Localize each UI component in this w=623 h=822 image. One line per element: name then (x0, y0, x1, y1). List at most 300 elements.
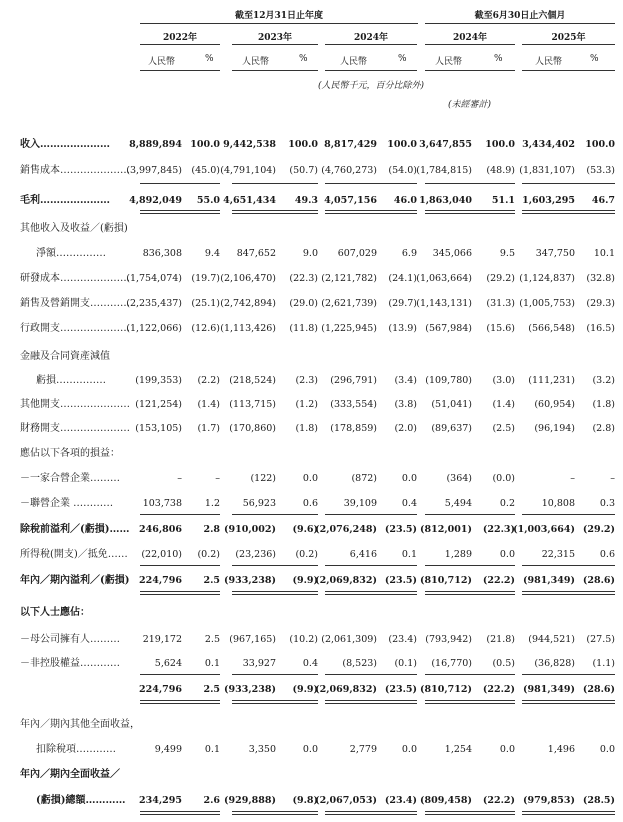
cell-h2024-rmb: (1,784,815) (416, 165, 472, 176)
cell-h2025-pct: (3.2) (592, 375, 615, 386)
cell-2022-pct: (12.6) (191, 323, 220, 334)
cell-2022-pct: (1.7) (197, 423, 220, 434)
cell-h2025-rmb: (1,831,107) (519, 165, 575, 176)
cell-h2024-rmb: (109,780) (425, 375, 472, 386)
cell-h2025-pct: 100.0 (585, 139, 615, 150)
row-label: 扣除稅項………… (36, 744, 116, 755)
cell-h2025-rmb: (96,194) (534, 423, 575, 434)
cell-2024-pct: (23.5) (384, 524, 417, 535)
subtotal-rule (140, 565, 220, 566)
cell-h2025-pct: (28.6) (582, 575, 615, 586)
cell-2022-rmb: 234,295 (139, 795, 182, 806)
sub-rule (325, 70, 417, 71)
half-header-2025: 2025年 (551, 33, 586, 43)
cell-2023-pct: (9.9) (292, 684, 318, 695)
cell-h2024-pct: 0.0 (499, 549, 515, 560)
cell-2024-rmb: (2,121,782) (321, 273, 377, 284)
table-row-revenue (0, 138, 623, 152)
cell-2024-rmb: (2,621,739) (321, 298, 377, 309)
row-label: 其他收入及收益／(虧損) (20, 223, 128, 234)
cell-2022-rmb: (153,105) (135, 423, 182, 434)
subtotal-rule (425, 514, 515, 515)
cell-h2024-pct: (48.9) (486, 165, 515, 176)
cell-h2025-pct: 0.6 (599, 549, 615, 560)
rmb-header: 人民幣 (535, 57, 563, 67)
cell-2023-rmb: (170,860) (229, 423, 276, 434)
cell-2022-pct: – (215, 473, 220, 484)
cell-2023-pct: 0.6 (302, 498, 318, 509)
cell-2023-pct: 0.0 (302, 473, 318, 484)
cell-2022-rmb: 219,172 (142, 634, 182, 645)
row-label: －非控股權益………… (20, 658, 120, 669)
cell-2024-rmb: 2,779 (349, 744, 377, 755)
row-label: 行政開支………………… (20, 323, 130, 334)
cell-h2025-pct: (28.6) (582, 684, 615, 695)
cell-h2024-pct: (3.0) (492, 375, 515, 386)
total-double-rule (325, 210, 417, 214)
subtotal-rule (140, 183, 220, 184)
subtotal-rule (232, 674, 318, 675)
cell-2024-pct: (23.5) (384, 575, 417, 586)
table-row-impairment-loss (0, 374, 623, 388)
year-header-2023: 2023年 (257, 33, 293, 43)
cell-h2024-pct: 0.2 (499, 498, 515, 509)
col-rule-h2024 (425, 44, 515, 45)
subtotal-rule (325, 514, 417, 515)
row-label: 除稅前溢利／(虧損)…… (20, 524, 130, 535)
cell-2022-pct: 2.5 (203, 575, 220, 586)
cell-2023-rmb: 33,927 (242, 658, 276, 669)
row-label: 財務開支………………… (20, 423, 130, 434)
row-label: 金融及合同資產減值 (20, 351, 110, 362)
col-rule-2024 (325, 44, 417, 45)
cell-h2025-rmb: – (570, 473, 575, 484)
cell-2023-pct: (0.2) (295, 549, 318, 560)
cell-2024-rmb: 6,416 (349, 549, 377, 560)
cell-2022-rmb: 103,738 (142, 498, 182, 509)
total-double-rule (325, 700, 417, 704)
table-row-attributable-header (0, 606, 623, 620)
cell-2024-pct: 0.0 (401, 473, 417, 484)
cell-2022-rmb: (22,010) (141, 549, 182, 560)
cell-h2024-rmb: (809,458) (420, 795, 472, 806)
cell-2024-rmb: (8,523) (342, 658, 377, 669)
cell-2024-pct: (54.0) (388, 165, 417, 176)
pct-header: % (398, 54, 407, 64)
cell-2024-rmb: (2,067,053) (315, 795, 377, 806)
subtotal-rule (522, 674, 615, 675)
subtotal-rule (522, 514, 615, 515)
total-double-rule (232, 700, 318, 704)
cell-h2025-pct: 46.7 (591, 195, 615, 206)
total-double-rule (522, 700, 615, 704)
cell-h2024-pct: (21.8) (486, 634, 515, 645)
sub-rule (425, 70, 515, 71)
cell-2022-pct: (1.4) (197, 399, 220, 410)
cell-2022-pct: (0.2) (197, 549, 220, 560)
subtotal-rule (522, 565, 615, 566)
row-label: 淨額…………… (36, 248, 106, 259)
pct-header: % (299, 54, 308, 64)
table-row-admin-expenses (0, 322, 623, 336)
subtotal-rule (425, 183, 515, 184)
cell-h2024-rmb: (567,984) (425, 323, 472, 334)
cell-2024-rmb: 607,029 (337, 248, 377, 259)
cell-2022-rmb: 8,889,894 (129, 139, 182, 150)
cell-2022-pct: 2.8 (203, 524, 220, 535)
period-header-half: 截至6月30日止六個月 (474, 11, 566, 21)
cell-2023-rmb: 4,651,434 (223, 195, 276, 206)
cell-h2024-pct: (31.3) (486, 298, 515, 309)
pct-header: % (205, 54, 214, 64)
cell-2022-rmb: 224,796 (139, 684, 182, 695)
cell-h2024-pct: (0.0) (492, 473, 515, 484)
cell-h2024-pct: 100.0 (485, 139, 515, 150)
year-header-2024: 2024年 (353, 33, 389, 43)
cell-h2025-rmb: (979,853) (523, 795, 575, 806)
col-rule-2022 (140, 44, 220, 45)
cell-2023-rmb: (910,002) (224, 524, 276, 535)
cell-2022-rmb: 224,796 (139, 575, 182, 586)
cell-2024-pct: (23.4) (388, 634, 417, 645)
cell-2024-rmb: 8,817,429 (324, 139, 377, 150)
cell-h2024-rmb: (793,942) (425, 634, 472, 645)
cell-2024-rmb: (2,061,309) (321, 634, 377, 645)
cell-2023-rmb: (23,236) (235, 549, 276, 560)
cell-h2025-pct: 10.1 (593, 248, 615, 259)
table-row-gross-profit (0, 194, 623, 208)
rmb-header: 人民幣 (435, 57, 463, 67)
cell-2024-pct: (29.7) (388, 298, 417, 309)
pct-header: % (590, 54, 599, 64)
cell-h2025-pct: – (610, 473, 615, 484)
cell-2023-pct: 100.0 (288, 139, 318, 150)
cell-h2025-rmb: (36,828) (534, 658, 575, 669)
cell-2023-rmb: (113,715) (229, 399, 276, 410)
cell-2022-pct: (25.1) (191, 298, 220, 309)
total-double-rule (140, 811, 220, 815)
cell-2024-pct: (3.8) (394, 399, 417, 410)
total-double-rule (325, 591, 417, 595)
cell-h2025-pct: (53.3) (586, 165, 615, 176)
cell-2023-rmb: (2,742,894) (220, 298, 276, 309)
total-double-rule (522, 210, 615, 214)
cell-2023-rmb: (933,238) (224, 684, 276, 695)
cell-h2024-pct: (22.2) (482, 684, 515, 695)
cell-2023-pct: (1.8) (295, 423, 318, 434)
sub-rule (232, 70, 318, 71)
cell-h2025-rmb: (1,005,753) (519, 298, 575, 309)
subtotal-rule (425, 565, 515, 566)
cell-2023-rmb: (933,238) (224, 575, 276, 586)
cell-h2025-pct: (16.5) (586, 323, 615, 334)
cell-2022-pct: (19.7) (191, 273, 220, 284)
cell-2023-pct: 0.0 (302, 744, 318, 755)
cell-h2025-pct: (29.2) (582, 524, 615, 535)
cell-h2024-rmb: (812,001) (420, 524, 472, 535)
table-row-cost-of-sales (0, 164, 623, 178)
cell-2024-rmb: (1,225,945) (321, 323, 377, 334)
cell-2024-pct: (23.4) (384, 795, 417, 806)
rmb-header: 人民幣 (242, 57, 270, 67)
cell-2023-rmb: (218,524) (229, 375, 276, 386)
cell-2024-pct: 0.0 (401, 744, 417, 755)
cell-h2025-rmb: (981,349) (523, 575, 575, 586)
row-label: －聯營企業 ………… (20, 498, 114, 509)
cell-h2025-pct: (1.1) (592, 658, 615, 669)
cell-2024-rmb: (2,069,832) (315, 684, 377, 695)
subtotal-rule (325, 565, 417, 566)
cell-2024-rmb: (178,859) (330, 423, 377, 434)
cell-2023-pct: (2.3) (295, 375, 318, 386)
total-double-rule (325, 811, 417, 815)
table-row-total-ci (0, 794, 623, 808)
cell-h2025-rmb: (981,349) (523, 684, 575, 695)
cell-h2025-pct: (2.8) (592, 423, 615, 434)
table-row-selling-expenses (0, 297, 623, 311)
cell-h2024-rmb: 5,494 (444, 498, 472, 509)
cell-2023-rmb: 9,442,538 (223, 139, 276, 150)
cell-2023-rmb: (4,791,104) (220, 165, 276, 176)
cell-2023-rmb: 56,923 (242, 498, 276, 509)
cell-h2024-pct: (29.2) (486, 273, 515, 284)
cell-h2024-pct: 51.1 (491, 195, 515, 206)
cell-2022-pct: 1.2 (204, 498, 220, 509)
cell-2022-pct: 2.5 (203, 684, 220, 695)
cell-2022-pct: 55.0 (196, 195, 220, 206)
rmb-header: 人民幣 (340, 57, 368, 67)
table-row-finance-costs (0, 422, 623, 436)
pct-header: % (494, 54, 503, 64)
cell-h2025-rmb: (60,954) (534, 399, 575, 410)
cell-h2025-rmb: 347,750 (535, 248, 575, 259)
cell-h2024-pct: (0.5) (492, 658, 515, 669)
cell-2024-pct: 0.4 (401, 498, 417, 509)
cell-h2025-pct: (1.8) (592, 399, 615, 410)
table-row-share-jv (0, 472, 623, 486)
subtotal-rule (325, 674, 417, 675)
cell-h2025-pct: 0.3 (599, 498, 615, 509)
total-double-rule (232, 811, 318, 815)
row-label: 虧損…………… (36, 375, 106, 386)
sub-rule (522, 70, 615, 71)
table-row-profit-before-tax (0, 523, 623, 537)
cell-h2024-pct: (22.2) (482, 795, 515, 806)
total-double-rule (232, 591, 318, 595)
row-label: 毛利………………… (20, 195, 110, 206)
cell-h2025-rmb: 1,496 (547, 744, 575, 755)
cell-2022-pct: 2.6 (203, 795, 220, 806)
cell-2022-rmb: (1,754,074) (126, 273, 182, 284)
cell-2023-pct: (9.8) (292, 795, 318, 806)
cell-2022-pct: 2.5 (204, 634, 220, 645)
cell-h2024-pct: (15.6) (486, 323, 515, 334)
cell-2023-pct: 0.4 (302, 658, 318, 669)
row-label: 以下人士應佔： (20, 607, 90, 618)
cell-2023-pct: (1.2) (295, 399, 318, 410)
cell-h2024-rmb: 1,289 (444, 549, 472, 560)
row-label: 應佔以下各項的損益： (20, 448, 120, 459)
cell-2022-pct: 0.1 (204, 744, 220, 755)
cell-h2024-rmb: 1,863,040 (419, 195, 472, 206)
cell-2022-rmb: 4,892,049 (129, 195, 182, 206)
table-row-income-tax (0, 548, 623, 562)
table-row-other-expenses (0, 398, 623, 412)
total-double-rule (425, 210, 515, 214)
cell-2024-rmb: (2,076,248) (315, 524, 377, 535)
unaudited-note: (未經審計) (448, 100, 492, 110)
cell-2022-pct: (2.2) (197, 375, 220, 386)
cell-2022-rmb: (3,997,845) (126, 165, 182, 176)
col-rule-2023 (232, 44, 318, 45)
cell-2023-pct: (9.6) (292, 524, 318, 535)
cell-2023-pct: 9.0 (302, 248, 318, 259)
cell-h2025-rmb: 1,603,295 (522, 195, 575, 206)
cell-2022-pct: 9.4 (204, 248, 220, 259)
cell-2023-rmb: 3,350 (248, 744, 276, 755)
cell-h2025-pct: (32.8) (586, 273, 615, 284)
cell-h2024-rmb: (51,041) (431, 399, 472, 410)
cell-2023-pct: (9.9) (292, 575, 318, 586)
cell-2022-rmb: (1,122,066) (126, 323, 182, 334)
cell-2023-pct: (10.2) (289, 634, 318, 645)
cell-2024-pct: 46.0 (393, 195, 417, 206)
cell-2022-rmb: (2,235,437) (126, 298, 182, 309)
half-header-2024: 2024年 (452, 33, 488, 43)
cell-2023-rmb: (929,888) (224, 795, 276, 806)
cell-2023-pct: (11.8) (289, 323, 318, 334)
table-row-profit-for-period (0, 574, 623, 588)
table-row-owners-of-parent (0, 633, 623, 647)
table-row-oci-header (0, 718, 623, 732)
cell-2024-pct: (2.0) (394, 423, 417, 434)
cell-h2025-pct: (27.5) (586, 634, 615, 645)
cell-2024-pct: (3.4) (394, 375, 417, 386)
row-label: 銷售及營銷開支………… (20, 298, 130, 309)
cell-2022-pct: 0.1 (204, 658, 220, 669)
cell-h2024-rmb: 3,647,855 (419, 139, 472, 150)
cell-2023-pct: 49.3 (294, 195, 318, 206)
cell-2023-rmb: 847,652 (236, 248, 276, 259)
subtotal-rule (232, 183, 318, 184)
table-row-rd-costs (0, 272, 623, 286)
cell-2024-pct: (24.1) (388, 273, 417, 284)
cell-h2024-rmb: (364) (446, 473, 472, 484)
row-label: －一家合營企業……… (20, 473, 120, 484)
cell-2022-rmb: 836,308 (142, 248, 182, 259)
cell-2023-rmb: (1,113,426) (220, 323, 276, 334)
table-row-other-income-header (0, 222, 623, 236)
cell-h2024-rmb: 1,254 (444, 744, 472, 755)
row-label: 收入………………… (20, 139, 110, 150)
cell-2022-rmb: 9,499 (154, 744, 182, 755)
row-label: 年內／期內其他全面收益， (20, 719, 140, 730)
subtotal-rule (425, 674, 515, 675)
cell-2022-pct: 100.0 (190, 139, 220, 150)
total-double-rule (140, 210, 220, 214)
cell-h2025-rmb: (1,124,837) (519, 273, 575, 284)
cell-2023-rmb: (967,165) (229, 634, 276, 645)
cell-h2025-rmb: (111,231) (528, 375, 575, 386)
subtotal-rule (325, 183, 417, 184)
total-double-rule (140, 591, 220, 595)
cell-h2024-pct: 9.5 (499, 248, 515, 259)
header-rule-half (425, 23, 615, 24)
table-row-non-controlling (0, 657, 623, 671)
cell-h2025-rmb: 22,315 (541, 549, 575, 560)
row-label: 研發成本………………… (20, 273, 130, 284)
total-double-rule (425, 811, 515, 815)
sub-rule (140, 70, 220, 71)
year-header-2022: 2022年 (162, 33, 198, 43)
cell-2024-pct: 100.0 (387, 139, 417, 150)
total-double-rule (232, 210, 318, 214)
cell-2023-pct: (22.3) (289, 273, 318, 284)
cell-h2024-pct: (22.3) (482, 524, 515, 535)
cell-2024-rmb: (4,760,273) (321, 165, 377, 176)
cell-2024-pct: (0.1) (394, 658, 417, 669)
cell-2024-rmb: (2,069,832) (315, 575, 377, 586)
cell-2024-pct: (23.5) (384, 684, 417, 695)
subtotal-rule (140, 514, 220, 515)
row-label: (虧損)總額………… (36, 795, 126, 806)
cell-2024-rmb: 4,057,156 (324, 195, 377, 206)
cell-h2025-rmb: 10,808 (541, 498, 575, 509)
total-double-rule (425, 700, 515, 704)
cell-h2024-rmb: (810,712) (420, 575, 472, 586)
cell-h2024-rmb: (89,637) (431, 423, 472, 434)
cell-2023-pct: (50.7) (289, 165, 318, 176)
cell-h2024-pct: 0.0 (499, 744, 515, 755)
subtotal-rule (232, 514, 318, 515)
cell-2022-rmb: – (177, 473, 182, 484)
table-row-total-ci-header (0, 768, 623, 782)
cell-h2025-rmb: (944,521) (528, 634, 575, 645)
cell-h2024-rmb: (1,063,664) (416, 273, 472, 284)
cell-h2025-rmb: (566,548) (528, 323, 575, 334)
cell-h2024-rmb: (1,143,131) (416, 298, 472, 309)
cell-2024-rmb: (296,791) (330, 375, 377, 386)
cell-2023-rmb: (2,106,470) (220, 273, 276, 284)
table-row-oci-net (0, 743, 623, 757)
cell-h2024-pct: (22.2) (482, 575, 515, 586)
cell-h2025-pct: (28.5) (582, 795, 615, 806)
total-double-rule (140, 700, 220, 704)
cell-h2025-rmb: 3,434,402 (522, 139, 575, 150)
total-double-rule (522, 591, 615, 595)
row-label: 其他開支………………… (20, 399, 130, 410)
cell-2024-pct: (13.9) (388, 323, 417, 334)
cell-2024-pct: 6.9 (401, 248, 417, 259)
row-label: 年內／期內溢利／(虧損) (20, 575, 130, 586)
cell-2022-rmb: 246,806 (139, 524, 182, 535)
cell-h2025-rmb: (1,003,664) (513, 524, 575, 535)
cell-2022-rmb: 5,624 (154, 658, 182, 669)
cell-h2025-pct: 0.0 (599, 744, 615, 755)
subtotal-rule (232, 565, 318, 566)
header-rule-year (140, 23, 418, 24)
total-double-rule (425, 591, 515, 595)
row-label: 銷售成本………………… (20, 165, 130, 176)
table-row-impairment-header (0, 350, 623, 364)
cell-2024-pct: 0.1 (401, 549, 417, 560)
unit-note: (人民幣千元，百分比除外) (318, 81, 425, 91)
cell-2024-rmb: (333,554) (330, 399, 377, 410)
cell-2023-rmb: (122) (250, 473, 276, 484)
rmb-header: 人民幣 (148, 57, 176, 67)
cell-h2024-rmb: (16,770) (431, 658, 472, 669)
cell-h2024-pct: (2.5) (492, 423, 515, 434)
